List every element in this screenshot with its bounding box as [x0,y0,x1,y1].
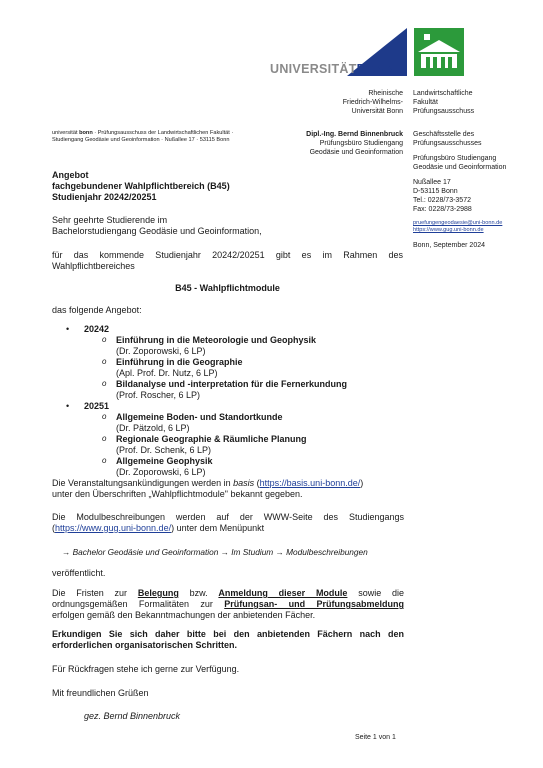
sidebar-phone: Tel.: 0228/73-3572 [413,197,471,204]
sidebar-fax: Fax: 0228/73-2988 [413,206,472,213]
anmeldung-text: Anmeldung dieser Module [218,588,348,598]
offer-intro: das folgende Angebot: [52,305,142,315]
letter-heading [52,170,382,203]
circle-bullet-icon: o [102,335,107,344]
sidebar-email-link[interactable]: pruefungengeodaesie@uni-bonn.de [413,220,503,226]
circle-bullet-icon: o [102,434,107,443]
module-item [102,357,402,379]
module-name: Allgemeine Geophysik [116,456,213,466]
menu-path: → Bachelor Geodäsie und Geoinformation → Im Studium → Modulbeschreibungen [62,547,368,557]
module-lecturer: (Prof. Roscher, 6 LP) [116,390,201,400]
module-name: Bildanalyse und -interpretation für die Fernerkundung [116,379,348,389]
module-name: Einführung in die Meteorologie und Geophysik [116,335,317,345]
logo-wordmark [270,62,395,76]
bold-line: erforderlichen organisatorischen Schritten. [52,640,238,650]
text-run: ) [360,478,364,488]
gug-link[interactable]: https://www.gug.uni-bonn.de/ [55,523,172,533]
text-run: Die Fristen zur [52,588,138,598]
intro-line: für das kommende Studienjahr 20242/20251 gibt es im Rahmen des [52,250,403,260]
sidebar-line: Geschäftsstelle des [413,131,475,138]
sidebar-line: Prüfungsausschusses [413,140,482,147]
bold-paragraph [52,629,404,651]
sidebar [413,130,533,250]
basis-link[interactable]: https://basis.uni-bonn.de/ [259,478,361,488]
module-lecturer: (Prof. Dr. Schenk, 6 LP) [116,445,212,455]
module-lecturer: (Dr. Zoporowski, 6 LP) [116,346,206,356]
institution-line: Universität Bonn [351,108,403,115]
intro-line: Wahlpflichtbereiches [52,261,135,271]
module-lecturer: (Apl. Prof. Dr. Nutz, 6 LP) [116,368,218,378]
text-run: Die Veranstaltungsankündigungen werden in [52,478,234,488]
text-run: ordnungsgemäßen Formalitäten zur [52,599,225,609]
bold-line: Erkundigen Sie sich daher bitte bei den anbietenden Fächern nach den [52,629,404,639]
institution-line: Landwirtschaftliche [413,90,473,97]
sender-line [52,130,282,145]
module-item [102,335,402,357]
circle-bullet-icon: o [102,379,107,388]
belegung-text: Belegung [137,588,179,598]
module-list [102,335,402,401]
intro-paragraph [52,250,403,272]
contact-line: Geodäsie und Geoinformation [309,149,403,156]
sender-prefix: universität [52,130,80,136]
faculty-building-icon [414,28,464,76]
institution-line: Prüfungsausschuss [413,108,475,115]
fristen-line-3: erfolgen gemäß den Bekanntmachungen der anbietenden Fächer. [52,610,316,620]
semester-list [66,324,406,478]
heading-line: Studienjahr 20242/20251 [52,192,157,202]
sender-bonn: bonn [79,130,93,136]
module-name: Einführung in die Geographie [116,357,243,367]
text-run: ( [52,523,55,533]
basis-word: basis [233,478,255,488]
module-lecturer: (Dr. Pätzold, 6 LP) [116,423,190,433]
bullet-icon: • [66,401,70,411]
heading-line: Angebot [52,170,89,180]
sidebar-address: D-53115 Bonn [413,188,458,195]
logo-word-uni: UNIVERSITÄT [270,62,357,76]
text-run: sowie die [347,588,404,598]
published-text: veröffentlicht. [52,568,106,578]
fristen-paragraph [52,588,404,621]
circle-bullet-icon: o [102,412,107,421]
module-item [102,456,402,478]
module-paragraph [52,512,404,534]
basis-line-2: unter den Überschriften „Wahlpflichtmodule" bekannt gegeben. [52,489,303,499]
module-title: B45 - Wahlpflichtmodule [175,283,280,293]
basis-paragraph [52,478,404,500]
salutation-line: Sehr geehrte Studierende im [52,215,168,225]
module-lecturer: (Dr. Zoporowski, 6 LP) [116,467,206,477]
module-name: Regionale Geographie & Räumliche Planung [116,434,307,444]
sender-line-2: Studiengang Geodäsie und Geoinformation · Nußallee 17 · 53115 Bonn [52,137,230,144]
module-item [102,412,402,434]
institution-right [413,89,523,116]
faculty-logo [414,28,464,76]
module-line-1: Die Modulbeschreibungen werden auf der WWW-Seite des Studiengangs [52,512,404,522]
institution-line: Friedrich-Wilhelms- [342,99,403,106]
questions-text: Für Rückfragen stehe ich gerne zur Verfügung. [52,664,240,674]
sender-rest: · Prüfungsausschuss der Landwirtschaftlichen Fakultät · [92,130,234,136]
signature: gez. Bernd Binnenbruck [84,711,181,721]
logo-word-bonn: BONN [356,62,395,76]
contact-line: Prüfungsbüro Studiengang [319,140,403,147]
institution-left [300,89,403,116]
salutation [52,215,392,237]
salutation-line: Bachelorstudiengang Geodäsie und Geoinformation, [52,226,262,236]
module-name: Allgemeine Boden- und Standortkunde [116,412,283,422]
heading-line: fachgebundener Wahlpflichtbereich (B45) [52,181,230,191]
sidebar-address: Nußallee 17 [413,179,451,186]
pruefungsanmeldung-text: Prüfungsan- und Prüfungsabmeldung [224,599,404,609]
text-run: ( [254,478,260,488]
sidebar-line: Prüfungsbüro Studiengang [413,155,497,162]
bullet-icon: • [66,324,70,334]
circle-bullet-icon: o [102,357,107,366]
institution-line: Fakultät [413,99,438,106]
contact-block [260,130,403,157]
semester-item [66,401,406,412]
text-run: bzw. [178,588,219,598]
sidebar-line: Geodäsie und Geoinformation [413,164,507,171]
contact-name: Dipl.-Ing. Bernd Binnenbruck [306,131,403,138]
sidebar-web-link[interactable]: https://www.gug.uni-bonn.de [413,227,484,234]
institution-line: Rheinische [368,90,403,97]
semester-label: 20242 [84,324,110,334]
circle-bullet-icon: o [102,456,107,465]
page-number: Seite 1 von 1 [355,734,396,741]
closing-text: Mit freundlichen Grüßen [52,688,149,698]
semester-item [66,324,406,335]
module-item [102,379,402,401]
semester-label: 20251 [84,401,110,411]
module-item [102,434,402,456]
module-list [102,412,402,478]
letter-date: Bonn, September 2024 [413,241,485,249]
text-run: ) unter dem Menüpunkt [171,523,265,533]
